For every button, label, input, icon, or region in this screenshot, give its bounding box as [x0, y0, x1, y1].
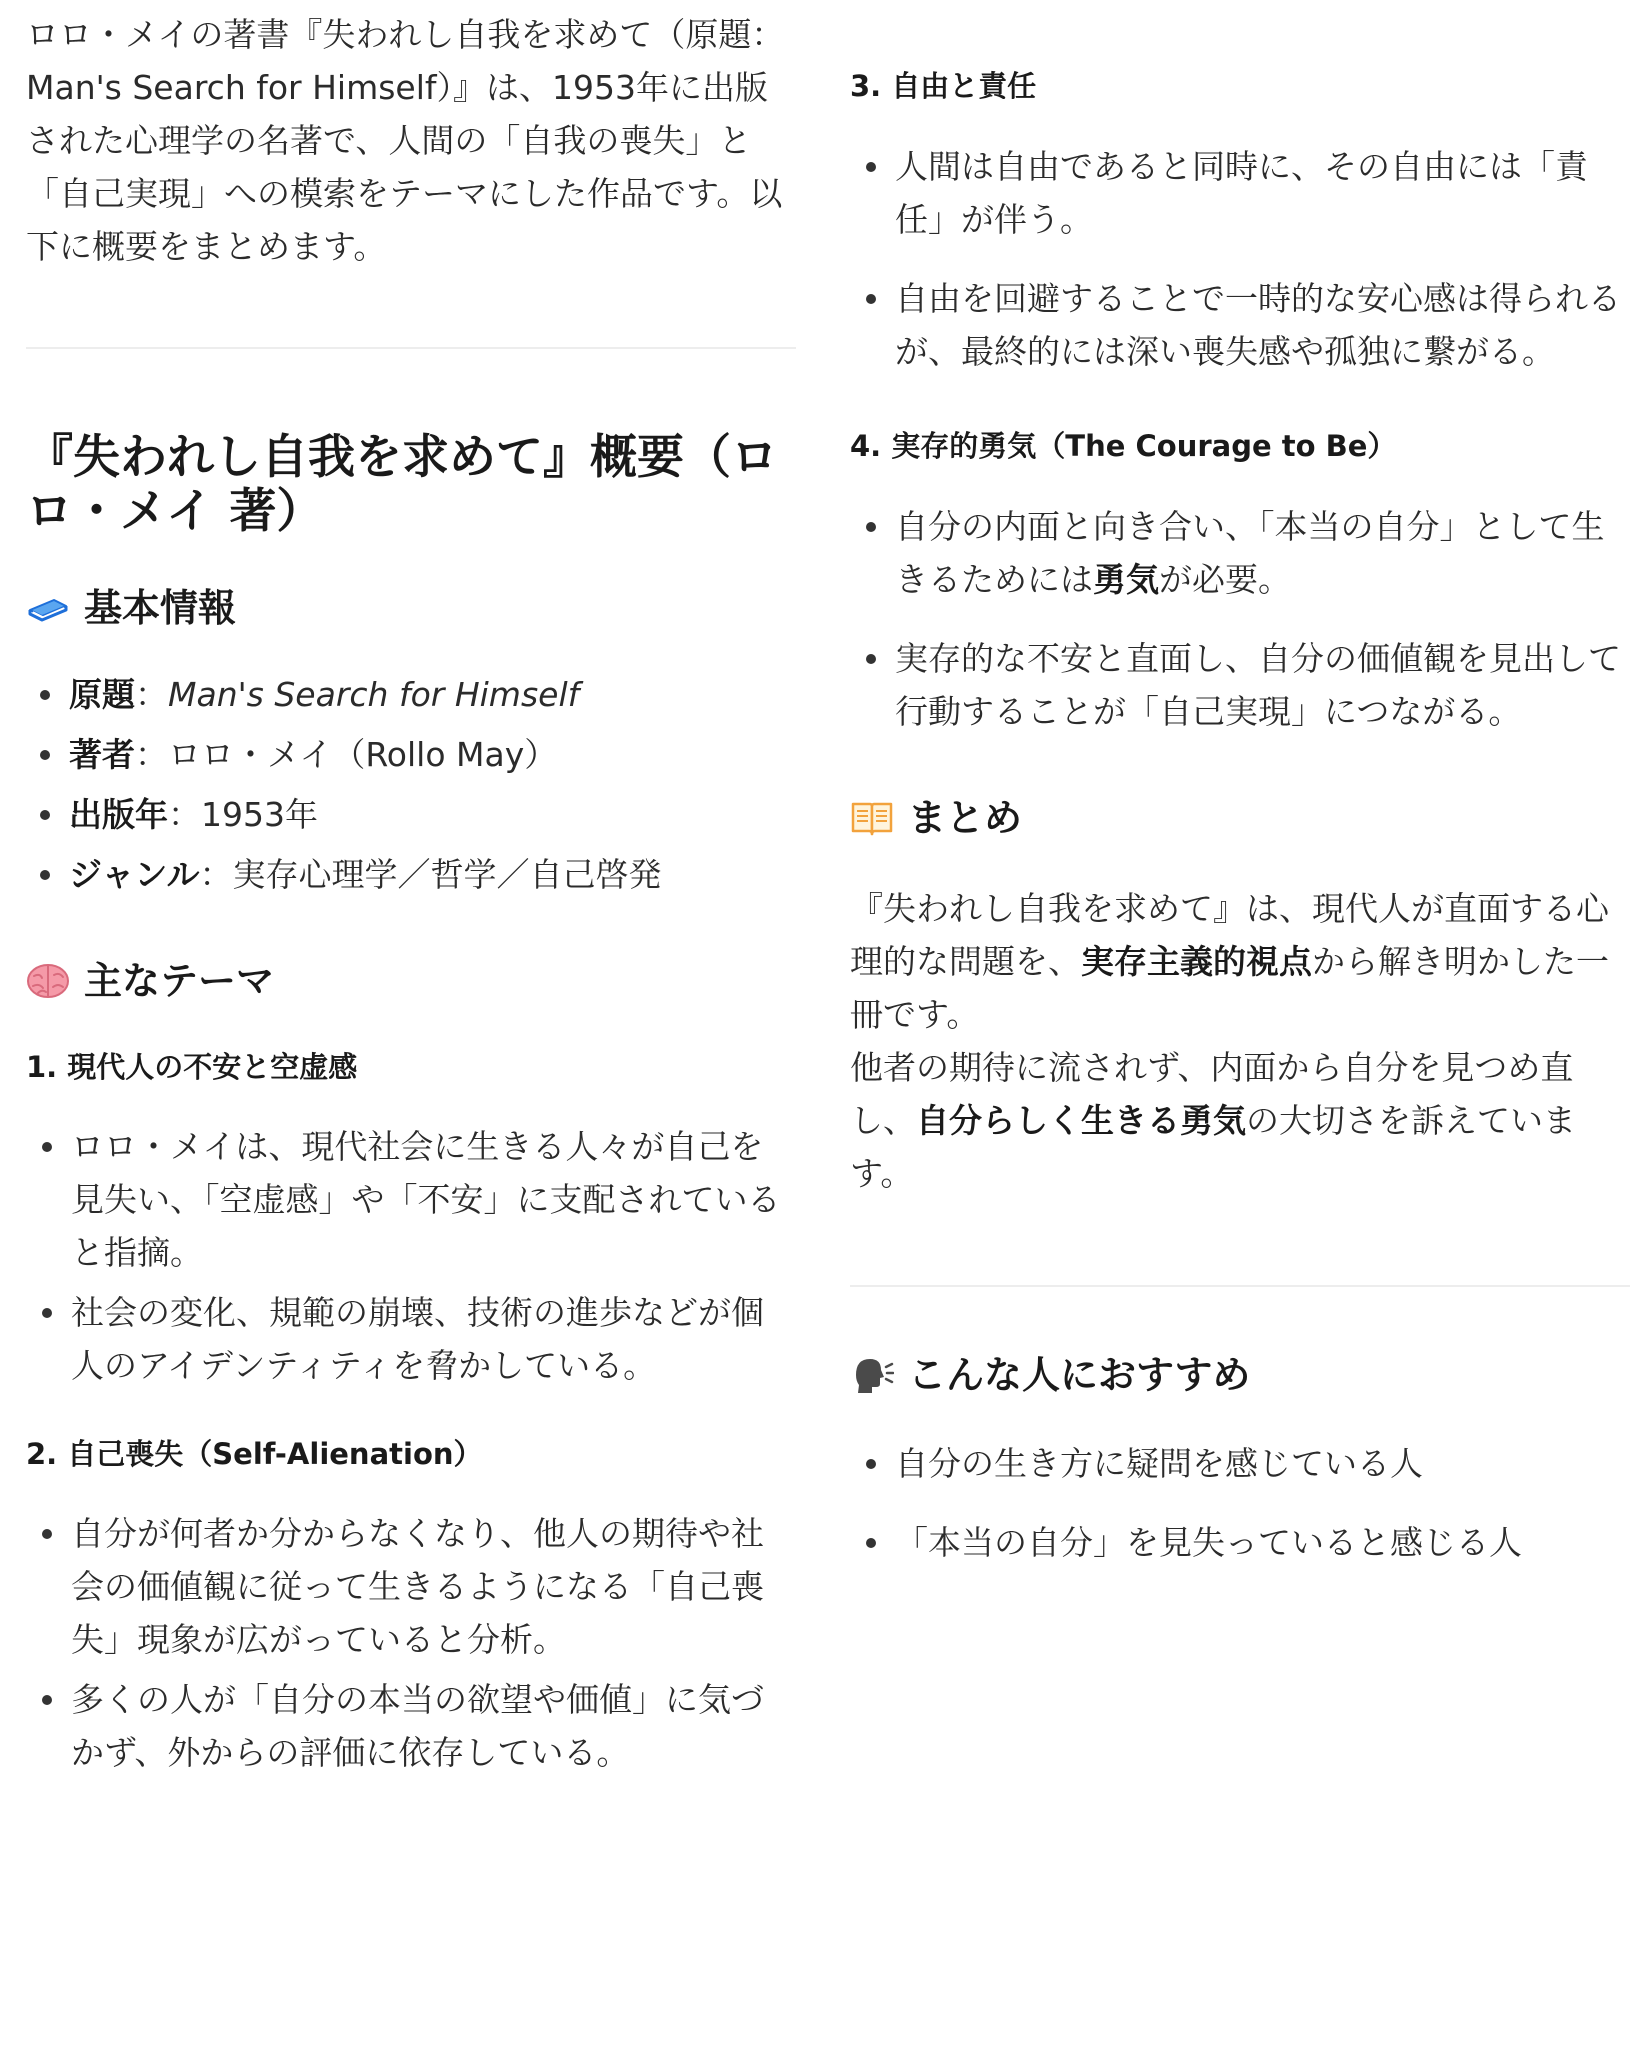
list-item: 自分の生き方に疑問を感じている人	[850, 1437, 1630, 1490]
left-column	[26, 0, 796, 1779]
theme-2-list	[26, 1507, 796, 1779]
theme-2-title: 2. 自己喪失（Self-Alienation）	[26, 1437, 483, 1471]
list-item: 実存的な不安と直面し、自分の価値観を見出して行動することが「自己実現」につながる。	[850, 632, 1630, 738]
book-icon	[26, 586, 70, 630]
list-item: 著者：ロロ・メイ（Rollo May）	[26, 728, 796, 781]
themes-heading-text: 主なテーマ	[84, 959, 275, 1003]
open-book-icon	[850, 796, 894, 840]
intro-paragraph: ロロ・メイの著書『失われし自我を求めて（原題：Man's Search for Himself）』は、1953年に出版された心理学の名著で、人間の「自我の喪失」と「自己実現」への模索をテーマにした作品です。以下に概要をまとめます。	[26, 15, 785, 266]
brain-icon	[26, 959, 70, 1003]
speaking-head-icon	[850, 1353, 894, 1397]
list-item: 自分が何者か分からなくなり、他人の期待や社会の価値観に従って生きるようになる「自己喪失」現象が広がっていると分析。	[26, 1507, 796, 1666]
theme-1-title: 1. 現代人の不安と空虚感	[26, 1050, 358, 1084]
summary-paragraph-1: 『失われし自我を求めて』は、現代人が直面する心理的な問題を、実存主義的視点から解き明かした一冊です。	[850, 889, 1609, 1034]
summary-heading-text: まとめ	[908, 796, 1023, 840]
theme-3-list	[850, 140, 1630, 378]
themes-heading	[26, 957, 796, 1005]
list-item: 多くの人が「自分の本当の欲望や価値」に気づかず、外からの評価に依存している。	[26, 1673, 796, 1779]
list-item: ロロ・メイは、現代社会に生きる人々が自己を見失い、「空虚感」や「不安」に支配されていると指摘。	[26, 1120, 796, 1279]
list-item: 人間は自由であると同時に、その自由には「責任」が伴う。	[850, 140, 1630, 246]
original-title-value: Man's Search for Himself	[168, 675, 580, 714]
right-column	[850, 0, 1630, 1569]
list-item: 社会の変化、規範の崩壊、技術の進歩などが個人のアイデンティティを脅かしている。	[26, 1286, 796, 1392]
theme-3-title: 3. 自由と責任	[850, 69, 1037, 103]
theme-4-list	[850, 500, 1630, 738]
list-item: 原題：Man's Search for Himself	[26, 668, 796, 721]
basic-info-list	[26, 668, 796, 901]
recommend-heading-text: こんな人におすすめ	[908, 1353, 1251, 1397]
page-title: 『失われし自我を求めて』概要（ロロ・メイ 著）	[26, 430, 778, 539]
theme-4-title: 4. 実存的勇気（The Courage to Be）	[850, 429, 1397, 463]
list-item: 自分の内面と向き合い、「本当の自分」として生きるためには勇気が必要。	[850, 500, 1630, 606]
basic-info-heading	[26, 584, 796, 632]
list-item: ジャンル：実存心理学／哲学／自己啓発	[26, 848, 796, 901]
section-divider	[26, 347, 796, 349]
theme-1-list	[26, 1120, 796, 1392]
list-item: 自由を回避することで一時的な安心感は得られるが、最終的には深い喪失感や孤独に繋がる。	[850, 272, 1630, 378]
summary-paragraph-2: 他者の期待に流されず、内面から自分を見つめ直し、自分らしく生きる勇気の大切さを訴えています。	[850, 1048, 1576, 1193]
recommend-list	[850, 1437, 1630, 1569]
list-item: 出版年：1953年	[26, 788, 796, 841]
section-divider	[850, 1285, 1630, 1287]
recommend-heading	[850, 1351, 1630, 1399]
summary-heading	[850, 794, 1630, 842]
summary-body	[850, 882, 1630, 1200]
list-item: 「本当の自分」を見失っていると感じる人	[850, 1516, 1630, 1569]
basic-info-heading-text: 基本情報	[84, 586, 237, 630]
